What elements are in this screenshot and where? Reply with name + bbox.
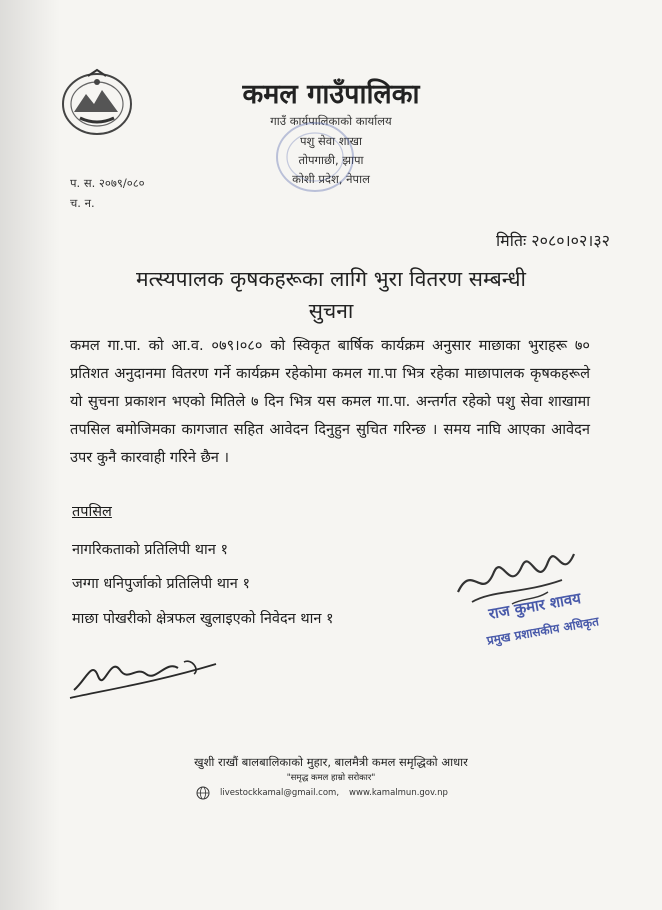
province-name: कोशी प्रदेश, नेपाल bbox=[292, 172, 370, 186]
notice-body: कमल गा.पा. को आ.व. ०७९।०८० को स्विकृत बार्षिक कार्यक्रम अनुसार माछाका भुराहरू ७० प्रतिशत अनुदानमा वितरण गर्ने कार्यक्रम रहेकोमा कमल गा.पा भित्र रहेका माछापालक कृषकहरूले यो सुचना प्रकाशन भएको मितिले ७ दिन भित्र यस कमल गा.पा. अन्तर्गत रहेको पशु सेवा शाखामा तपसिल बमोजिमका कागजात सहित आवेदन दिनुहुन सुचित गरिन्छ । समय नाघि आएका आवेदन उपर कुनै कारवाही गरिने छैन । bbox=[70, 337, 590, 466]
notice-date: मितिः २०८०।०२।३२ bbox=[496, 231, 610, 250]
tapsil-item: जग्गा धनिपुर्जाको प्रतिलिपी थान १ bbox=[72, 576, 251, 592]
branch-name: पशु सेवा शाखा bbox=[300, 134, 362, 148]
subject-line-2: सुचना bbox=[308, 299, 354, 323]
office-location: तोपगाछी, झापा bbox=[298, 153, 364, 167]
dispatch-number: च. न. bbox=[70, 196, 95, 210]
staff-signature bbox=[66, 640, 236, 710]
municipality-title: कमल गाउँपालिका bbox=[242, 79, 420, 110]
footer-contact bbox=[196, 786, 448, 800]
office-name: गाउँ कार्यपालिकाको कार्यालय bbox=[270, 114, 392, 128]
tapsil-item: नागरिकताको प्रतिलिपी थान १ bbox=[72, 542, 228, 558]
reference-number: प. स. २०७९/०८० bbox=[70, 176, 145, 190]
footer-slogan: खुशी राखौं बालबालिकाको मुहार, बालमैत्री कमल समृद्धिको आधार bbox=[194, 755, 468, 769]
footer-motto: "समृद्ध कमल हाम्रो सरोकार" bbox=[286, 773, 376, 783]
officer-stamp-name: राज कुमार शावय bbox=[487, 589, 583, 623]
subject-line-1: मत्स्यपालक कृषकहरूका लागि भुरा वितरण सम्बन्धी bbox=[136, 267, 526, 291]
office-seal-icon bbox=[270, 118, 360, 196]
tapsil-item: माछा पोखरीको क्षेत्रफल खुलाइएको निवेदन थान १ bbox=[72, 611, 334, 627]
footer-email[interactable]: livestockkamal@gmail.com, bbox=[220, 788, 340, 798]
officer-stamp-title: प्रमुख प्रशासकीय अधिकृत bbox=[485, 614, 600, 648]
globe-icon bbox=[196, 786, 210, 800]
tapsil-heading: तपसिल bbox=[72, 504, 112, 520]
footer-website[interactable]: www.kamalmun.gov.np bbox=[349, 788, 448, 798]
